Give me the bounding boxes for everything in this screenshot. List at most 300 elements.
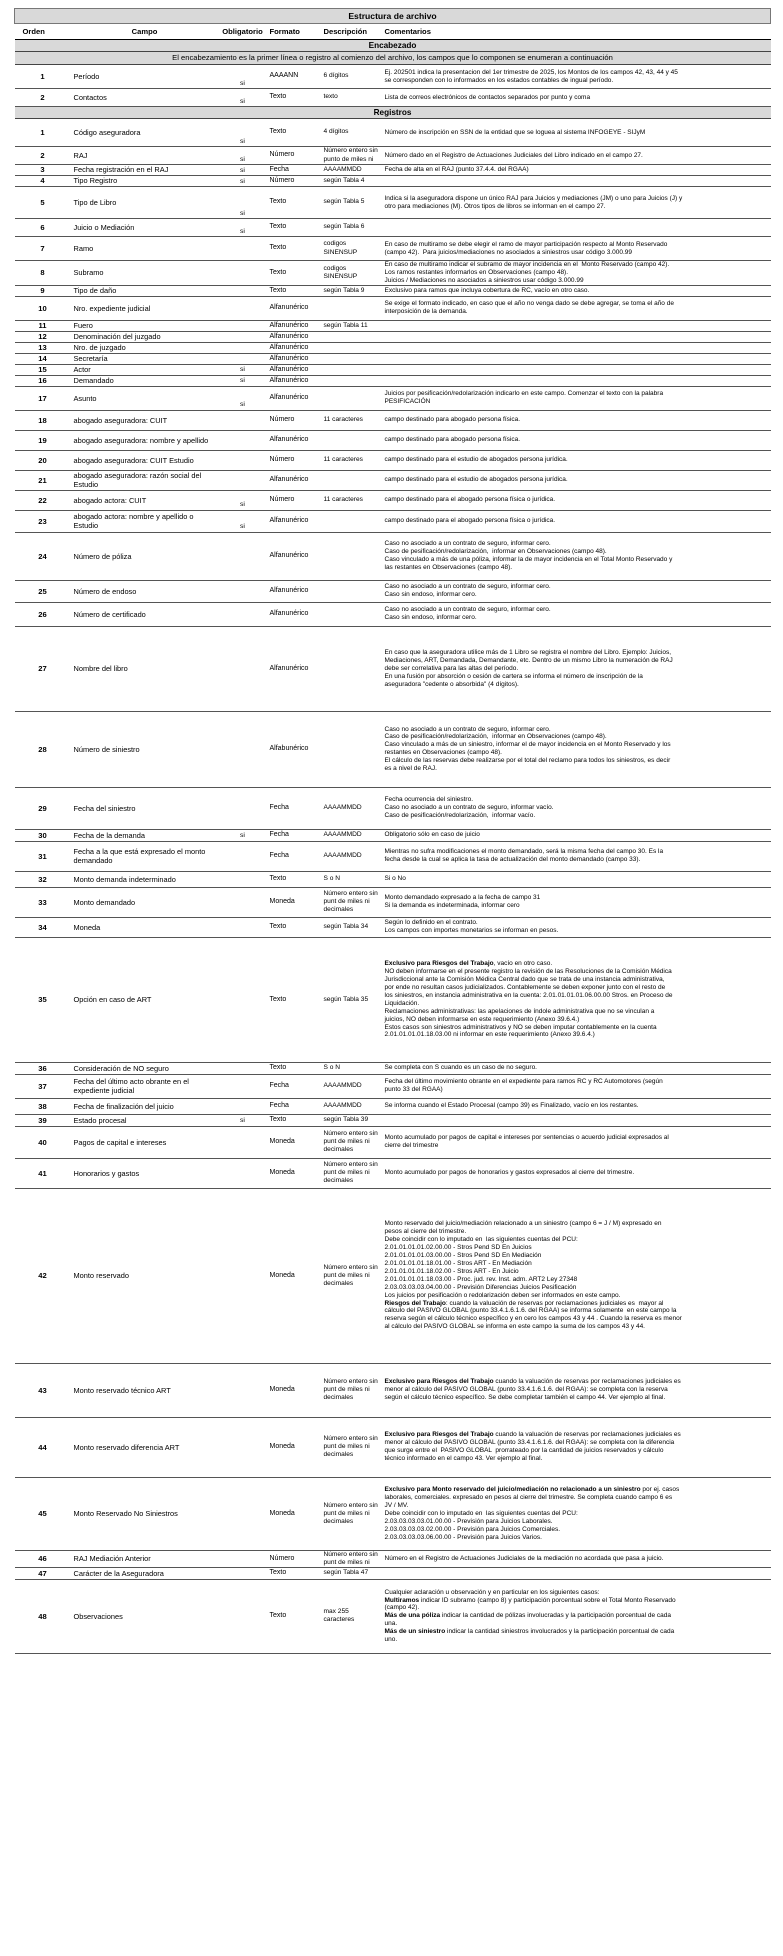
descripcion-cell: 11 caracteres [321, 490, 382, 510]
obligatorio-cell [219, 1158, 267, 1188]
descripcion-cell: 6 dígitos [321, 65, 382, 89]
comment-line: El cálculo de las reservas debe realizarse por el total del reclamo para todos los siniestros, es decir [384, 757, 671, 765]
table-row [15, 320, 771, 331]
col-orden: Orden [15, 24, 71, 40]
section-subtitle-row [15, 52, 771, 65]
descripcion-cell: 4 dígitos [321, 119, 382, 147]
comment-line: cierre del trimestre [384, 1142, 439, 1150]
section-header-row [15, 107, 771, 119]
comentarios-cell [382, 580, 771, 602]
obligatorio-cell [219, 1098, 267, 1114]
comment-line: 2.01.01.01.01.18.03.00 - Proc. jud. rev. Inst. adm. ART2 Ley 27348 [384, 1275, 578, 1283]
formato-cell: Texto [267, 187, 321, 219]
campo-cell: Opción en caso de ART [71, 937, 219, 1062]
comentarios-cell [382, 237, 771, 261]
table-row [15, 1098, 771, 1114]
campo-cell: Actor [71, 364, 219, 375]
obligatorio-cell: si [219, 147, 267, 165]
campo-cell: Moneda [71, 917, 219, 937]
comentarios-cell [382, 490, 771, 510]
campo-cell: abogado actora: CUIT [71, 490, 219, 510]
comment-line: pesos al cierre del trimestre. [384, 1228, 467, 1236]
comment-line: una. [384, 1620, 398, 1628]
orden-cell: 41 [15, 1158, 71, 1188]
formato-cell: Alfanunérico [267, 602, 321, 626]
comment-line: 2.01.01.01.01.03.00.00 - Stros Pend SD En Mediación [384, 1252, 542, 1259]
comment-line: campo destinado para el estudio de abogados persona jurídica. [384, 456, 568, 464]
orden-cell: 34 [15, 917, 71, 937]
table-row [15, 470, 771, 490]
comentarios-cell [382, 841, 771, 871]
orden-cell: 15 [15, 364, 71, 375]
comment-line: Exclusivo para ramos que incluya cobertura de RC, vacío en otro caso. [384, 286, 590, 294]
comentarios-cell [382, 917, 771, 937]
comment-line: fecha desde la cual se aplica la tasa de actualización del monto demandado (campo 33). [384, 856, 641, 864]
comment-line: menor al cálculo del PASIVO GLOBAL (punto 33.4.1.6.1.6. del RGAA): se completa con la reserva [384, 1386, 668, 1394]
obligatorio-cell: si [219, 65, 267, 89]
formato-cell: Fecha [267, 841, 321, 871]
table-row [15, 871, 771, 887]
table-row [15, 1062, 771, 1074]
comment-line: laborales, comerciales. expresado en pesos al cierre del trimestre. Se completa cuando campo 6 es [384, 1493, 673, 1501]
descripcion-cell [321, 386, 382, 410]
comment-line: campo destinado para el abogado persona física o jurídica. [384, 517, 556, 525]
comentarios-cell [382, 375, 771, 386]
comentarios-cell [382, 261, 771, 286]
descripcion-cell: Número entero sin punt de miles ni decimales [321, 1158, 382, 1188]
table-row [15, 1188, 771, 1363]
campo-cell: Monto demanda indeterminado [71, 871, 219, 887]
table-row [15, 1550, 771, 1567]
formato-cell: Alfanunérico [267, 626, 321, 711]
comment-line [385, 1378, 768, 1386]
formato-cell: Número [267, 147, 321, 165]
formato-cell: Alfanunérico [267, 342, 321, 353]
comment-line: Caso de pesificación/redolarización, informar en Observaciones (campo 48). [384, 548, 607, 556]
table-row [15, 364, 771, 375]
comment-line: se corresponden con lo informados en los estados contables de ingual período. [384, 76, 614, 84]
section-subtitle: El encabezamiento es la primer línea o registro al comienzo del archivo, los campos que lo componen se enumeran a continuación [15, 52, 771, 65]
structure-table [14, 8, 771, 1654]
formato-cell: Alfabunérico [267, 711, 321, 787]
comentarios-cell [382, 219, 771, 237]
comment-line: Jurisdiccional ante la Comisión Médica Central dado que se trata de una instancia administrativa, [384, 976, 665, 983]
comment-line: Debe coincidir con lo imputado en las siguientes cuentas del PCU: [384, 1509, 578, 1517]
table-row [15, 65, 771, 89]
obligatorio-cell [219, 237, 267, 261]
campo-cell: Monto demandado [71, 887, 219, 917]
formato-cell: AAAANN [267, 65, 321, 89]
orden-cell: 8 [15, 261, 71, 286]
descripcion-cell: codigos SINENSUP [321, 237, 382, 261]
table-row [15, 89, 771, 107]
comment-line: Se exige el formato indicado, en caso que el año no venga dado se debe agregar, se toma el año de [384, 300, 674, 308]
comment-line: Caso vinculado a más de una póliza, informar la de mayor incidencia en el Total Monto Reservado y [384, 556, 673, 564]
obligatorio-cell [219, 353, 267, 364]
comment-line: PESIFICACIÓN [384, 398, 431, 406]
obligatorio-cell [219, 937, 267, 1062]
descripcion-cell [321, 602, 382, 626]
col-campo: Campo [71, 24, 219, 40]
comment-line: Indica si la aseguradora dispone un único RAJ para Juicios y mediaciones (JM) o uno para Juicios (J) y [384, 194, 683, 202]
obligatorio-cell [219, 1126, 267, 1158]
table-row [15, 353, 771, 364]
obligatorio-cell: si [219, 165, 267, 176]
comentarios-cell [382, 364, 771, 375]
obligatorio-cell [219, 1188, 267, 1363]
comment-line: Caso no asociado a un contrato de seguro, informar vacío. [384, 804, 554, 812]
comment-line [385, 1597, 768, 1605]
table-row [15, 261, 771, 286]
descripcion-cell: codigos SINENSUP [321, 261, 382, 286]
column-header-row [15, 24, 771, 40]
comment-line: Monto acumulado por pagos de honorarios y gastos expresados al cierre del trimestre. [384, 1169, 635, 1177]
comment-line: Fecha ocurrencia del siniestro. [384, 796, 474, 804]
comentarios-cell [382, 1550, 771, 1567]
orden-cell: 33 [15, 887, 71, 917]
campo-cell: Número de endoso [71, 580, 219, 602]
descripcion-cell: Número entero sin punt de miles ni decimales [321, 1188, 382, 1363]
comment-line: Caso no asociado a un contrato de seguro, informar cero. [384, 540, 551, 548]
descripcion-cell [321, 331, 382, 342]
campo-cell: Fuero [71, 320, 219, 331]
comentarios-cell [382, 1477, 771, 1550]
campo-cell: Fecha del siniestro [71, 787, 219, 829]
campo-cell: RAJ Mediación Anterior [71, 1550, 219, 1567]
comment-line: Reclamaciones administrativas: las apelaciones de índole administrativa que no se vinculan a [384, 1007, 655, 1015]
comment-line: Caso vinculado a más de un siniestro, informar el de mayor incidencia en el Monto Reservado y los [384, 741, 671, 749]
comentarios-cell [382, 89, 771, 107]
col-descripcion: Descripción [321, 24, 382, 40]
comment-line [385, 1431, 768, 1439]
descripcion-cell [321, 711, 382, 787]
campo-cell: Nro. expediente judicial [71, 296, 219, 320]
obligatorio-cell: si [219, 386, 267, 410]
orden-cell: 13 [15, 342, 71, 353]
obligatorio-cell [219, 580, 267, 602]
table-row [15, 829, 771, 841]
campo-cell: Demandado [71, 375, 219, 386]
comment-line: técnico informado en el campo 43. Ver ejemplo al final. [384, 1455, 543, 1463]
campo-cell: RAJ [71, 147, 219, 165]
descripcion-cell: 11 caracteres [321, 450, 382, 470]
comentarios-cell [382, 1579, 771, 1653]
comment-line: Según lo definido en el contrato. [384, 919, 478, 927]
comment-line: JV / MV. [384, 1501, 409, 1509]
comment-line: debe ser correlativa para las altas del período. [384, 664, 519, 672]
obligatorio-cell: si [219, 219, 267, 237]
obligatorio-cell [219, 331, 267, 342]
formato-cell: Moneda [267, 1158, 321, 1188]
formato-cell: Texto [267, 261, 321, 286]
comment-line [385, 1612, 768, 1620]
comentarios-cell [382, 320, 771, 331]
obligatorio-cell [219, 602, 267, 626]
descripcion-cell: según Tabla 5 [321, 187, 382, 219]
comment-line: 2.03.03.03.03.02.00.00 - Previsión para Juicios Comerciales. [384, 1525, 561, 1533]
campo-cell: abogado aseguradora: CUIT Estudio [71, 450, 219, 470]
table-row [15, 410, 771, 430]
table-row [15, 119, 771, 147]
section-title: Registros [15, 107, 771, 119]
campo-cell: Número de siniestro [71, 711, 219, 787]
campo-cell: Estado procesal [71, 1114, 219, 1126]
orden-cell: 12 [15, 331, 71, 342]
comment-text: , vacío en otro caso. [493, 960, 553, 968]
formato-cell: Número [267, 450, 321, 470]
descripcion-cell: según Tabla 39 [321, 1114, 382, 1126]
formato-cell: Texto [267, 119, 321, 147]
comment-line: Juicios / Mediaciones no asociados a siniestros usar código 3.000.99 [384, 276, 584, 284]
campo-cell: Monto reservado [71, 1188, 219, 1363]
comment-text: indicar la cantidad de pólizas involucradas y la participación porcentual de cada [440, 1612, 672, 1620]
comment-line: Mediaciones, ART, Demandada, Demandante, etc. Dentro de un mismo Libro la numeración de RAJ [384, 656, 673, 664]
comentarios-cell [382, 147, 771, 165]
descripcion-cell: Número entero sin punt de miles ni decimales [321, 1417, 382, 1477]
orden-cell: 2 [15, 147, 71, 165]
obligatorio-cell [219, 470, 267, 490]
formato-cell: Texto [267, 1114, 321, 1126]
orden-cell: 2 [15, 89, 71, 107]
table-row [15, 285, 771, 296]
formato-cell: Alfanunérico [267, 430, 321, 450]
comment-line: Número dado en el Registro de Actuaciones Judiciales del Libro indicado en el campo 27. [384, 151, 643, 159]
comment-line: Monto reservado del juicio/mediación relacionado a un siniestro (campo 6 = J / M) expresado en [384, 1220, 662, 1228]
formato-cell: Moneda [267, 1477, 321, 1550]
comment-bold: Exclusivo para Riesgos del Trabajo [384, 1431, 494, 1439]
comentarios-cell [382, 165, 771, 176]
orden-cell: 47 [15, 1567, 71, 1579]
table-row [15, 917, 771, 937]
obligatorio-cell [219, 261, 267, 286]
comment-text: indicar ID subramo (campo 8) y participación porcentual sobre el Total Monto Reservado [419, 1596, 676, 1604]
comment-line: menor al cálculo del PASIVO GLOBAL (punto 33.4.1.6.1.6. del RGAA): se completa con la diferencia [384, 1439, 675, 1447]
obligatorio-cell [219, 887, 267, 917]
orden-cell: 29 [15, 787, 71, 829]
comment-line: campo destinado para el estudio de abogados persona jurídica. [384, 476, 568, 484]
comment-line: Se informa cuando el Estado Procesal (campo 39) es Finalizado, vacío en los restantes. [384, 1102, 639, 1110]
comentarios-cell [382, 510, 771, 532]
campo-cell: Juicio o Mediación [71, 219, 219, 237]
campo-cell: Subramo [71, 261, 219, 286]
formato-cell: Texto [267, 285, 321, 296]
formato-cell: Moneda [267, 887, 321, 917]
formato-cell: Texto [267, 937, 321, 1062]
table-title-row [15, 9, 771, 24]
orden-cell: 39 [15, 1114, 71, 1126]
formato-cell: Alfanunérico [267, 470, 321, 490]
comment-line: En caso que la aseguradora utilice más de 1 Libro se registra el nombre del Libro. Ejemplo: Juicios, [384, 648, 672, 656]
comment-line: al cálculo del PASIVO GLOBAL se informa en este campo la suma de los campos 43 y 44. [384, 1323, 645, 1331]
comentarios-cell [382, 342, 771, 353]
campo-cell: Fecha de la demanda [71, 829, 219, 841]
orden-cell: 31 [15, 841, 71, 871]
comment-line: Caso sin endoso, informar cero. [384, 591, 477, 599]
campo-cell: Fecha registración en el RAJ [71, 165, 219, 176]
descripcion-cell: AAAAMMDD [321, 165, 382, 176]
orden-cell: 6 [15, 219, 71, 237]
comentarios-cell [382, 1098, 771, 1114]
formato-cell: Texto [267, 1579, 321, 1653]
table-row [15, 1477, 771, 1550]
comentarios-cell [382, 626, 771, 711]
comment-line: Los campos con importes monetarios se informan en pesos. [384, 927, 559, 935]
obligatorio-cell [219, 626, 267, 711]
table-title: Estructura de archivo [15, 9, 771, 24]
comment-line: es a nivel de RAJ. [384, 765, 437, 773]
comentarios-cell [382, 787, 771, 829]
comment-line: Caso no asociado a un contrato de seguro, informar cero. [384, 725, 551, 733]
comment-line: Si la demanda es indeterminada, informar cero [384, 902, 520, 910]
comment-line: por ende no resultan casos judicializados. Contablemente se deben exponer junto con el resto de [384, 983, 666, 991]
comment-line: Lista de correos electrónicos de contactos separados por punto y coma [384, 93, 591, 101]
formato-cell: Alfanunérico [267, 364, 321, 375]
obligatorio-cell: si [219, 375, 267, 386]
comment-line: En una fusión por absorción o cesión de cartera se informa el número de inscripción de la [384, 672, 643, 680]
comment-line: En caso de multiramo se debe elegir el ramo de mayor participación respecto al Monto Reservado [384, 240, 668, 248]
orden-cell: 30 [15, 829, 71, 841]
descripcion-cell: según Tabla 11 [321, 320, 382, 331]
descripcion-cell [321, 296, 382, 320]
table-row [15, 237, 771, 261]
comment-line: que surge entre el PASIVO GLOBAL prorrateado por la cantidad de juicios reservados y cálculo [384, 1447, 664, 1455]
campo-cell: Nro. de juzgado [71, 342, 219, 353]
orden-cell: 3 [15, 165, 71, 176]
campo-cell: Tipo de daño [71, 285, 219, 296]
formato-cell: Alfanunérico [267, 375, 321, 386]
comment-bold: Exclusivo para Riesgos del Trabajo [384, 960, 494, 968]
obligatorio-cell [219, 1417, 267, 1477]
campo-cell: Pagos de capital e intereses [71, 1126, 219, 1158]
obligatorio-cell [219, 1477, 267, 1550]
comentarios-cell [382, 711, 771, 787]
table-row [15, 296, 771, 320]
table-row [15, 147, 771, 165]
comentarios-cell [382, 470, 771, 490]
obligatorio-cell: si [219, 119, 267, 147]
obligatorio-cell [219, 342, 267, 353]
comment-line: cálculo del PASIVO GLOBAL (punto 33.4.1.6.1.6. del RGAA) se informa solamente en este campo la [384, 1307, 677, 1315]
obligatorio-cell [219, 1579, 267, 1653]
comentarios-cell [382, 386, 771, 410]
orden-cell: 10 [15, 296, 71, 320]
campo-cell: Denominación del juzgado [71, 331, 219, 342]
comment-line: (campo 42). [384, 1604, 420, 1612]
comentarios-cell [382, 1188, 771, 1363]
comment-bold: Exclusivo para Monto reservado del juicio/mediación no relacionado a un siniestro [384, 1486, 641, 1494]
campo-cell: Fecha de finalización del juicio [71, 1098, 219, 1114]
comment-line: 2.01.01.01.01.18.03.00 ni informar en este requerimiento (Anexo 39.6.4.) [384, 1031, 595, 1039]
obligatorio-cell [219, 871, 267, 887]
comment-line: 2.03.03.03.03.01.00.00 - Previsión para Juicios Laborales. [384, 1517, 553, 1525]
comment-line: Caso de pesificación/redolarización, informar en Observaciones (campo 48). [384, 733, 607, 741]
orden-cell: 9 [15, 285, 71, 296]
comment-line: Obligatorio sólo en caso de juicio [384, 831, 480, 839]
campo-cell: Monto Reservado No Siniestros [71, 1477, 219, 1550]
comment-line: Mientras no sufra modificaciones el monto demandado, será la misma fecha del campo 30. Es la [384, 848, 664, 856]
descripcion-cell: AAAAMMDD [321, 829, 382, 841]
comment-line: Estos casos son siniestros administrativos y NO se deben imputar contablemente en la cuenta [384, 1023, 657, 1031]
obligatorio-cell: si [219, 176, 267, 187]
comment-bold: Riesgos del Trabajo [384, 1299, 446, 1307]
orden-cell: 17 [15, 386, 71, 410]
descripcion-cell: AAAAMMDD [321, 787, 382, 829]
section-title: Encabezado [15, 40, 771, 52]
formato-cell: Fecha [267, 829, 321, 841]
formato-cell: Alfanunérico [267, 353, 321, 364]
descripcion-cell: Número entero sin punt de miles ni decimales [321, 1126, 382, 1158]
table-row [15, 1126, 771, 1158]
table-row [15, 1417, 771, 1477]
table-row [15, 510, 771, 532]
orden-cell: 36 [15, 1062, 71, 1074]
comentarios-cell [382, 1567, 771, 1579]
descripcion-cell [321, 510, 382, 532]
campo-cell: Fecha del último acto obrante en el expediente judicial [71, 1074, 219, 1098]
formato-cell: Fecha [267, 1098, 321, 1114]
orden-cell: 43 [15, 1363, 71, 1417]
formato-cell: Alfanunérico [267, 386, 321, 410]
formato-cell: Texto [267, 237, 321, 261]
obligatorio-cell [219, 917, 267, 937]
comment-line: Debe coincidir con lo imputado en las siguientes cuentas del PCU: [384, 1236, 578, 1244]
descripcion-cell [321, 470, 382, 490]
formato-cell: Texto [267, 1062, 321, 1074]
formato-cell: Alfanunérico [267, 331, 321, 342]
campo-cell: Consideración de NO seguro [71, 1062, 219, 1074]
formato-cell: Texto [267, 89, 321, 107]
descripcion-cell: según Tabla 35 [321, 937, 382, 1062]
comment-line: punto 33 del RGAA) [384, 1086, 443, 1094]
descripcion-cell: S o N [321, 871, 382, 887]
comment-line: Monto acumulado por pagos de capital e intereses por sentencias o acuerdo judicial expresados al [384, 1134, 669, 1142]
comentarios-cell [382, 1062, 771, 1074]
orden-cell: 45 [15, 1477, 71, 1550]
campo-cell: Monto reservado técnico ART [71, 1363, 219, 1417]
obligatorio-cell [219, 1363, 267, 1417]
obligatorio-cell [219, 711, 267, 787]
comment-line: 2.01.01.01.01.18.01.00 - Stros ART - En Mediación [384, 1259, 532, 1267]
comment-line: campo destinado para abogado persona física. [384, 416, 521, 424]
descripcion-cell: Número entero sin punt de miles ni decimales [321, 1363, 382, 1417]
obligatorio-cell: si [219, 1114, 267, 1126]
formato-cell: Moneda [267, 1417, 321, 1477]
comment-line: Caso de pesificación/redolarización, informar vacío. [384, 812, 536, 820]
table-row [15, 331, 771, 342]
table-row [15, 375, 771, 386]
comment-line: los siniestros, en instancia administrativa en la cuenta: 2.01.01.01.01.06.00.00 Stros. en Proceso de [384, 991, 673, 999]
obligatorio-cell [219, 787, 267, 829]
orden-cell: 48 [15, 1579, 71, 1653]
orden-cell: 11 [15, 320, 71, 331]
comment-line: NO deben informarse en el presente registro la revisión de las Resoluciones de la Comisión Médica [384, 968, 672, 976]
formato-cell: Moneda [267, 1126, 321, 1158]
section-header-row [15, 40, 771, 52]
comment-text: indicar la cantidad siniestros involucrados y la participación porcentual de cada [445, 1628, 675, 1636]
table-row [15, 1567, 771, 1579]
formato-cell: Fecha [267, 165, 321, 176]
table-row [15, 711, 771, 787]
orden-cell: 26 [15, 602, 71, 626]
campo-cell: Nombre del libro [71, 626, 219, 711]
comentarios-cell [382, 1417, 771, 1477]
descripcion-cell: según Tabla 4 [321, 176, 382, 187]
descripcion-cell: 11 caracteres [321, 410, 382, 430]
formato-cell: Moneda [267, 1188, 321, 1363]
orden-cell: 28 [15, 711, 71, 787]
descripcion-cell: texto [321, 89, 382, 107]
table-row [15, 580, 771, 602]
